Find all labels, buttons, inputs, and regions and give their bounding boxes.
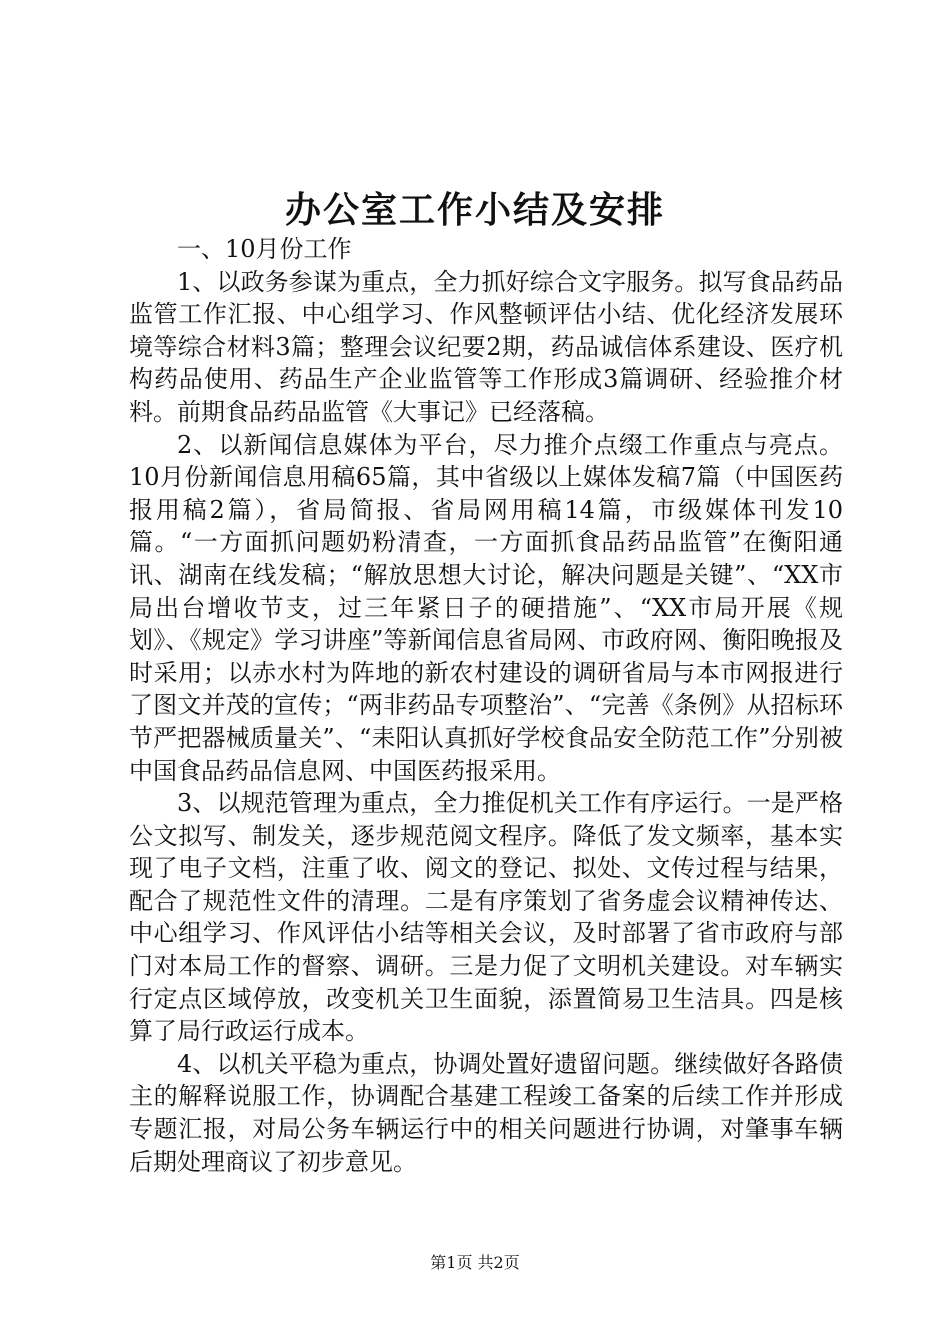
paragraph: 1、以政务参谋为重点，全力抓好综合文字服务。拟写食品药品监管工作汇报、中心组学习、作风整顿评估小结、优化经济发展环境等综合材料3篇；整理会议纪要2期，药品诚信体系建设、医疗机构药品使用、药品生产企业监管等工作形成3篇调研、经验推介材料。前期食品药品监管《大事记》已经落稿。 (129, 267, 843, 426)
paragraph: 4、以机关平稳为重点，协调处置好遗留问题。继续做好各路债主的解释说服工作，协调配合基建工程竣工备案的后续工作并形成专题汇报，对局公务车辆运行中的相关问题进行协调，对肇事车辆后期处理商议了初步意见。 (129, 1049, 843, 1176)
paragraph: 2、以新闻信息媒体为平台，尽力推介点缀工作重点与亮点。10月份新闻信息用稿65篇，其中省级以上媒体发稿7篇（中国医药报用稿2篇），省局简报、省局网用稿14篇，市级媒体刊发10篇。“一方面抓问题奶粉清查，一方面抓食品药品监管”在衡阳通讯、湖南在线发稿；“解放思想大讨论，解决问题是关键”、“XX市局出台增收节支，过三年紧日子的硬措施”、“XX市局开展《规划》、《规定》学习讲座”等新闻信息省局网、市政府网、衡阳晚报及时采用；以赤水村为阵地的新农村建设的调研省局与本市网报进行了图文并茂的宣传；“两非药品专项整治”、“完善《条例》从招标环节严把器械质量关”、“耒阳认真抓好学校食品安全防范工作”分别被中国食品药品信息网、中国医药报采用。 (129, 430, 843, 785)
document-body (129, 233, 843, 1178)
section-heading: 一、10月份工作 (177, 235, 352, 263)
document-title: 办公室工作小结及安排 (284, 189, 665, 231)
paragraph: 3、以规范管理为重点，全力推促机关工作有序运行。一是严格公文拟写、制发关，逐步规范阅文程序。降低了发文频率，基本实现了电子文档，注重了收、阅文的登记、拟处、文传过程与结果，配合了规范性文件的清理。二是有序策划了省务虚会议精神传达、中心组学习、作风评估小结等相关会议，及时部署了省市政府与部门对本局工作的督察、调研。三是力促了文明机关建设。对车辆实行定点区域停放，改变机关卫生面貌，添置简易卫生洁具。四是核算了局行政运行成本。 (129, 789, 843, 1046)
page-number-footer: 第1页 共2页 (430, 1253, 520, 1272)
